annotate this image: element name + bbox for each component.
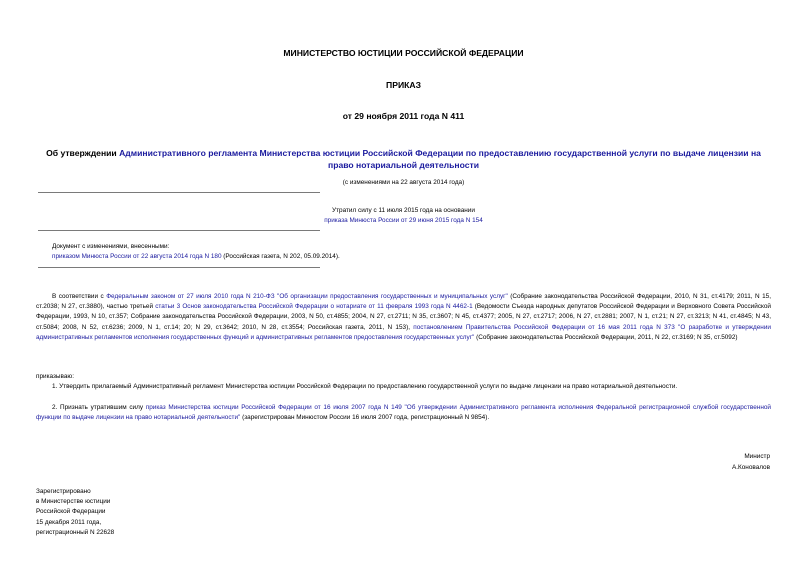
changes-label: Документ с изменениями, внесенными: (52, 243, 170, 250)
registration-block (36, 487, 114, 538)
federal-law-link[interactable]: Федеральным законом от 27 июля 2010 года N 210-ФЗ "Об организации предоставления государственных и муниципальных услуг" (106, 293, 508, 300)
separator-line (38, 192, 320, 193)
document-title (36, 147, 771, 171)
title-regulation-link[interactable]: Административного регламента Министерства юстиции Российской Федерации по предоставлению государственной услуги по выдаче лицензии на право нотариальной деятельности (119, 148, 761, 170)
item-2-suffix: (зарегистрирован Минюстом России 16 июля 2007 года, регистрационный N 9854). (240, 414, 490, 422)
amendments-note: (с изменениями на 22 августа 2014 года) (342, 179, 465, 186)
government-decree-link[interactable]: постановлением Правительства Российской Федерации от 16 мая 2011 года N 373 "О разработке и утверждении административных регламентов исполнения государственных функций и административных регламентов предоставления государственных услуг" (36, 323, 771, 341)
preamble-text-3: (Ведомости Съезда народных депутатов Российской Федерации и Верховного Совета Российской Федерации, 1993, N 10, ст.357; Собрание законодательства Российской Федерации, 2003, N 50, ст.4855; 2004, N 27, ст.2711; N 35, ст.3607; N 45, ст.4377; 2005, N 27, ст.2717; 2006, N 27, ст.2881; 2007, N 1, ст.21; N 27, ст.3213; N 41, ст.4845; N 43, ст.5084; 2008, N 52, ст.6236; 2009, N 1, ст.14; 20; N 29, ст.3642; 2010, N 28, ст.3554; Российская газета, 2011, N 153), (36, 303, 772, 331)
changes-order-link[interactable]: приказом Минюста России от 22 августа 2014 года N 180 (52, 253, 222, 260)
item-2-prefix: 2. Признать утратившим силу (52, 404, 146, 411)
registration-line: в Министерстве юстиции (36, 498, 111, 506)
item-1: 1. Утвердить прилагаемый Административный регламент Министерства юстиции Российской Федерации по предоставлению государственной услуги по выдаче лицензии на право нотариальной деятельности. (52, 383, 678, 390)
preamble-paragraph (36, 292, 771, 343)
signature-name: А.Коновалов (731, 464, 770, 471)
notary-law-link[interactable]: статьи 3 Основ законодательства Российской Федерации о нотариате от 11 февраля 1993 года N 4462-1 (155, 303, 473, 311)
title-prefix: Об утверждении (46, 148, 120, 158)
order-heading: ПРИКАЗ (386, 80, 421, 90)
preamble-text-2: (Собрание законодательства Российской Федерации, 2010, N 31, ст.4179; 2011, N 15, ст.2038; N 27, ст.3880), частью третьей (36, 293, 771, 311)
lost-force-text: Утратил силу с 11 июля 2015 года на основании (332, 207, 475, 214)
item-2 (36, 403, 771, 423)
separator-line (38, 267, 320, 268)
changes-suffix: (Российская газета, N 202, 05.09.2014). (221, 253, 340, 260)
preamble-text-1: В соответствии с (52, 293, 107, 300)
lost-force-link-line (0, 216, 807, 226)
registration-line: 15 декабря 2011 года, (36, 518, 102, 526)
ministry-heading: МИНИСТЕРСТВО ЮСТИЦИИ РОССИЙСКОЙ ФЕДЕРАЦИИ (283, 48, 524, 58)
order-date-number: от 29 ноября 2011 года N 411 (342, 111, 465, 121)
signature-position: Министр (744, 453, 770, 460)
changes-line (52, 252, 340, 262)
registration-line: Зарегистрировано (36, 488, 91, 495)
repealed-order-link[interactable]: приказ Министерства юстиции Российской Федерации от 16 июля 2007 года N 149 "Об утверждении Административного регламента исполнения Федеральной регистрационной службой государственной функции по выдаче лицензии на право нотариальной деятельности" (36, 404, 771, 422)
order-word: приказываю: (36, 373, 74, 380)
preamble-text-4: (Собрание законодательства Российской Федерации, 2011, N 22, ст.3169; N 35, ст.5092) (474, 333, 738, 341)
registration-line: регистрационный N 22628 (36, 528, 115, 536)
registration-line: Российской Федерации (36, 508, 106, 516)
lost-force-order-link[interactable]: приказа Минюста России от 29 июня 2015 года N 154 (324, 217, 483, 224)
separator-line (38, 230, 320, 231)
